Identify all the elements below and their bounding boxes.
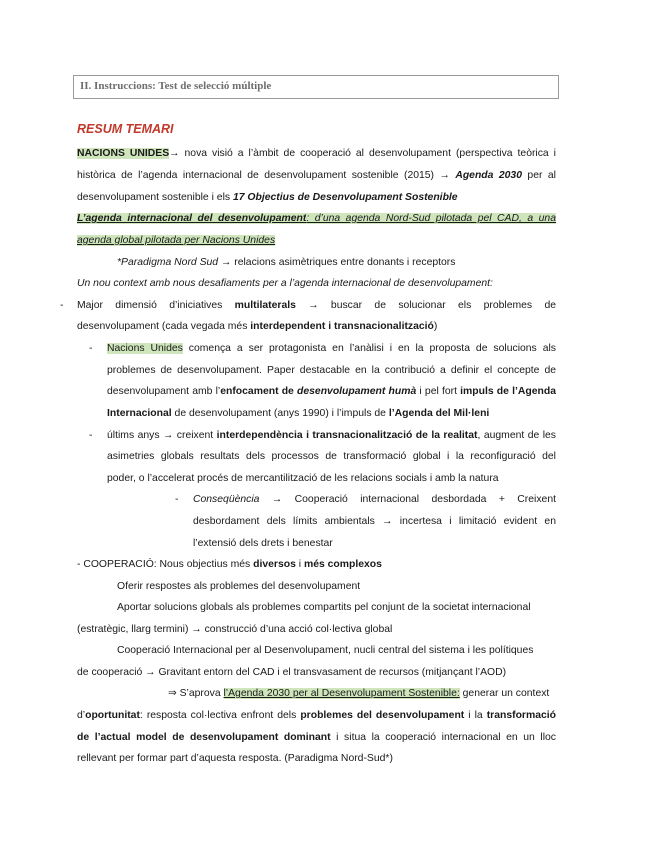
relevant-line: rellevant per formar part d’aquesta resposta. (Paradigma Nord-Sud*) <box>77 753 393 764</box>
oportunitat-line <box>77 709 556 723</box>
s1-line-1 <box>107 342 556 356</box>
s1-line-3 <box>107 385 556 399</box>
s1-text-4b: de desenvolupament (anys 1990) i l’impuls de <box>171 408 389 419</box>
b1-text-a: Major dimensió d’iniciatives <box>77 300 235 311</box>
model-line <box>77 731 556 745</box>
coop-text-c: i <box>295 559 304 570</box>
agenda-text-1: : d’una agenda Nord-Sud pilotada pel CAD, a una <box>306 213 556 224</box>
context-line: Un nou context amb nous desafiaments per a l’agenda internacional de desenvolupament: <box>77 278 493 289</box>
diversos-text: diversos <box>253 559 296 570</box>
agenda-2030-text: Agenda 2030 <box>455 170 522 181</box>
s1-line-2: problemes de desenvolupament. Paper destacable en la contribució a definir el concepte de <box>107 365 556 376</box>
oferir-line: Oferir respostes als problemes del desenvolupament <box>117 581 361 592</box>
mes-complexos-text: més complexos <box>303 559 382 570</box>
agenda-2030-highlight: l’Agenda 2030 per al Desenvolupament Sostenible: <box>223 688 460 699</box>
s1-text-3e: impuls de l’Agenda <box>460 386 556 397</box>
s1-text-3a: desenvolupament amb l’ <box>107 386 221 397</box>
s2-line-3: poder, o l’accelerat procés de mercantilització de les relacions socials i amb la natura <box>107 473 499 484</box>
c1-line-1 <box>193 493 556 507</box>
model-text-b: i situa la cooperació internacional en un lloc <box>330 732 556 743</box>
nacions-unides-highlight: NACIONS UNIDES <box>77 148 170 159</box>
b1-text-2a: desenvolupament (cada vegada més <box>77 321 251 332</box>
op-text-c: : resposta col·lectiva enfront dels <box>139 710 301 721</box>
s1-text-3b: enfocament de <box>220 386 298 397</box>
paradigma-line <box>117 256 455 270</box>
p1-line-2 <box>77 169 556 183</box>
interdependencia-text: interdependència i transnacionalització de la realitat <box>216 430 478 441</box>
b1-line-1 <box>77 299 556 313</box>
consequence-dash: - <box>175 494 179 505</box>
s2-text-a: últims anys → creixent <box>107 430 217 441</box>
s1-text-4a: Internacional <box>107 408 172 419</box>
gravitant-line: de cooperació → Gravitant entorn del CAD i el transvasament de recursos (mitjançant l’AOD) <box>77 667 507 678</box>
sub-bullet-dash-2: - <box>89 430 93 441</box>
b1-text-c: → buscar de solucionar els problemes de <box>295 300 556 311</box>
cooperacio-line <box>77 558 382 572</box>
s1-line-4 <box>107 407 489 421</box>
multilaterals-text: multilaterals <box>234 300 296 311</box>
ods-text: 17 Objectius de Desenvolupament Sostenible <box>232 192 458 203</box>
aprova-text-a: ⇒ S’aprova <box>168 688 224 699</box>
estrategic-line: (estratègic, llarg termini) → construcció d’una acció col·lectiva global <box>77 624 393 635</box>
section-header-title: II. Instruccions: Test de selecció múltiple <box>80 80 272 92</box>
consequencia-label: Conseqüència <box>193 494 260 505</box>
model-text-a: de l’actual model de desenvolupament dominant <box>77 732 331 743</box>
interdependent-text: interdependent i transnacionalització <box>250 321 434 332</box>
coop-text-a: - COOPERACIÓ: Nous objectius més <box>77 559 254 570</box>
b1-text-2c: ) <box>433 321 438 332</box>
op-text-e: i la <box>464 710 487 721</box>
sub-bullet-dash-1: - <box>89 343 93 354</box>
b1-line-2 <box>77 320 437 334</box>
p1-text-3a: desenvolupament sostenible i els <box>77 192 233 203</box>
p1-text-2c: per al <box>521 170 556 181</box>
paradigma-label: *Paradigma Nord Sud <box>117 257 219 268</box>
s2-line-2: asimetries globals resultats dels processos de transformació global i la reconfiguració del <box>107 451 556 462</box>
p1-text-1: → nova visió a l’àmbit de cooperació al desenvolupament (perspectiva teòrica i <box>169 148 556 159</box>
oportunitat-text: oportunitat <box>85 710 140 721</box>
doc-title: RESUM TEMARI <box>77 122 174 136</box>
paradigma-text: → relacions asimètriques entre donants i receptors <box>218 257 456 268</box>
s2-text-c: , augment de les <box>477 430 556 441</box>
coopint-line: Cooperació Internacional per al Desenvolupament, nucli central del sistema i les polítiques <box>117 645 534 656</box>
agenda-heading: L’agenda internacional del desenvolupament <box>77 213 307 224</box>
s1-text-3d: i pel fort <box>416 386 461 397</box>
bullet-dash: - <box>60 300 64 311</box>
c1-text-1: → Cooperació internacional desbordada + Creixent <box>259 494 556 505</box>
agenda-line-2 <box>77 234 275 248</box>
agenda-mileni-text: l’Agenda del Mil·leni <box>388 408 490 419</box>
c1-line-3: l’extensió dels drets i benestar <box>193 538 333 549</box>
op-text-a: d’ <box>77 710 86 721</box>
p1-line-1 <box>77 147 556 161</box>
agenda-line-1 <box>77 212 556 226</box>
transformacio-text: transformació <box>486 710 556 721</box>
desenvolupament-huma-text: desenvolupament humà <box>297 386 417 397</box>
nacions-unides-text: Nacions Unides <box>107 343 183 354</box>
problemes-text: problemes del desenvolupament <box>300 710 465 721</box>
p1-line-3 <box>77 191 458 205</box>
aprova-text-c: generar un context <box>459 688 550 699</box>
section-header-box <box>73 75 559 99</box>
agenda-text-2: agenda global pilotada per Nacions Unides <box>77 235 276 246</box>
s1-text-1: comença a ser protagonista en l’anàlisi i en la proposta de solucions als <box>182 343 556 354</box>
s2-line-1 <box>107 429 556 443</box>
aportar-line: Aportar solucions globals als problemes compartits pel conjunt de la societat internacional <box>117 602 531 613</box>
aprova-line <box>168 687 549 701</box>
c1-line-2: desbordament dels límits ambientals → incertesa i limitació evident en <box>193 516 556 527</box>
p1-text-2a: històrica de l’agenda internacional de desenvolupament sostenible (2015) → <box>77 170 456 181</box>
